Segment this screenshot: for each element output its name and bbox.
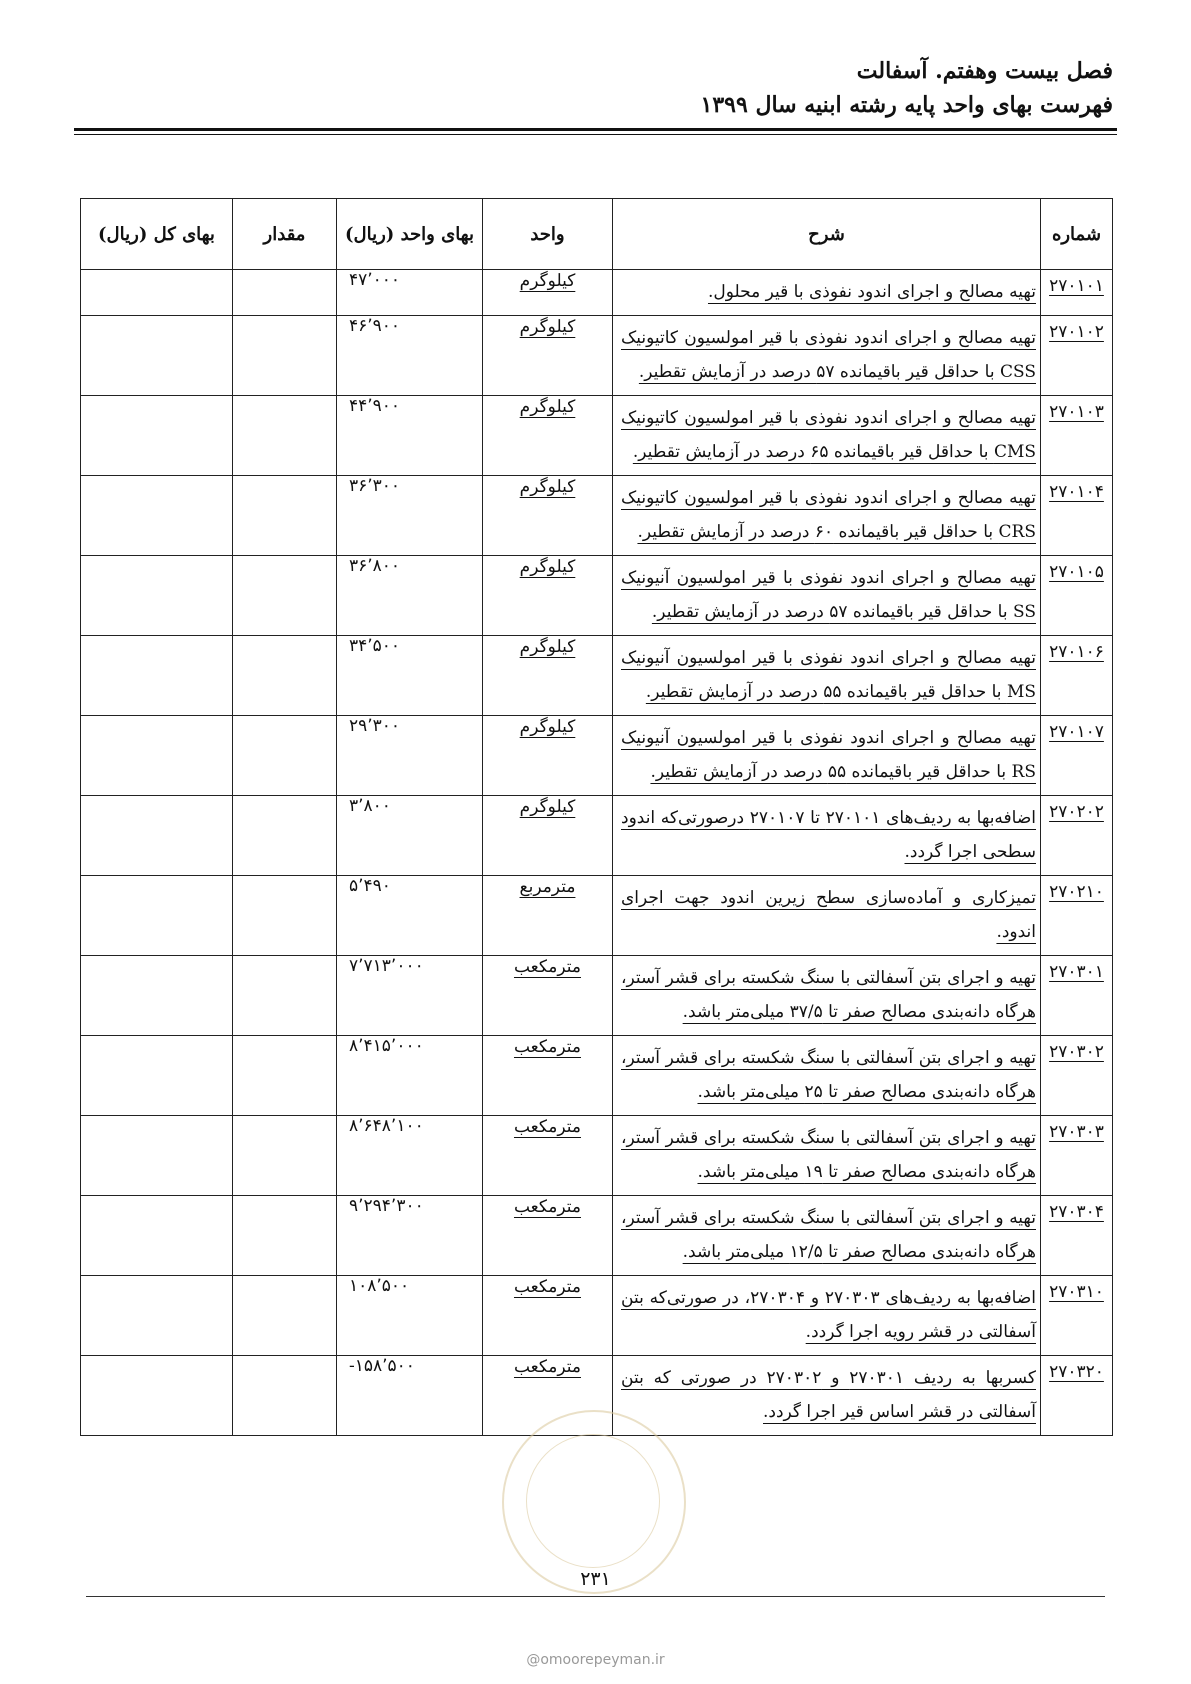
row-unit-price [337, 476, 483, 556]
row-unit-text: کیلوگرم [519, 637, 576, 657]
row-unit-price [337, 556, 483, 636]
row-unit [483, 476, 613, 556]
row-description [613, 1116, 1041, 1196]
row-description-text: تهیه و اجرای بتن آسفالتی با سنگ شکسته برای قشر آستر، هرگاه دانه‌بندی مصالح صفر تا ۲۵ میلی‌متر باشد. [621, 1048, 1036, 1102]
row-unit-text: کیلوگرم [519, 477, 576, 497]
row-unit-price [337, 876, 483, 956]
row-number [1041, 396, 1113, 476]
row-description [613, 270, 1041, 316]
row-unit-text: مترمکعب [513, 1117, 581, 1137]
row-total-price [81, 716, 233, 796]
row-quantity [233, 636, 337, 716]
document-subtitle: فهرست بهای واحد پایه رشته ابنیه سال ۱۳۹۹ [700, 92, 1113, 118]
row-number [1041, 636, 1113, 716]
row-description [613, 716, 1041, 796]
row-unit [483, 316, 613, 396]
row-unit [483, 956, 613, 1036]
row-number-text: ۲۷۰۱۰۷ [1049, 722, 1104, 742]
table-row [81, 1036, 1113, 1116]
row-description [613, 556, 1041, 636]
row-number [1041, 1276, 1113, 1356]
row-unit-price-text: ۸٬۶۴۸٬۱۰۰ [349, 1116, 424, 1136]
row-quantity [233, 396, 337, 476]
row-number-text: ۲۷۰۱۰۳ [1049, 402, 1104, 422]
site-watermark: @omoorepeyman.ir [526, 1652, 665, 1668]
row-number [1041, 476, 1113, 556]
row-description-text: تهیه و اجرای بتن آسفالتی با سنگ شکسته برای قشر آستر، هرگاه دانه‌بندی مصالح صفر تا ۱۹ میلی‌متر باشد. [621, 1128, 1036, 1182]
row-unit-text: کیلوگرم [519, 397, 576, 417]
row-description-text: تهیه مصالح و اجرای اندود نفوذی با قیر امولسیون کاتیونیک CSS با حداقل قیر باقیمانده ۵۷ درصد در آزمایش تقطیر. [621, 328, 1036, 382]
row-unit-text: مترمکعب [513, 1037, 581, 1057]
row-unit-price-text: ۲۹٬۳۰۰ [349, 716, 401, 736]
row-unit-price [337, 1356, 483, 1436]
table-row [81, 636, 1113, 716]
row-number [1041, 1196, 1113, 1276]
row-total-price [81, 556, 233, 636]
table-row [81, 796, 1113, 876]
row-unit [483, 1116, 613, 1196]
row-unit-text: مترمکعب [513, 1357, 581, 1377]
row-unit [483, 270, 613, 316]
row-unit [483, 1036, 613, 1116]
row-number [1041, 956, 1113, 1036]
row-description [613, 876, 1041, 956]
row-quantity [233, 1276, 337, 1356]
row-number [1041, 1116, 1113, 1196]
column-header-number: شماره [1041, 199, 1113, 270]
row-unit-price-text: ۸٬۴۱۵٬۰۰۰ [349, 1036, 424, 1056]
table-row [81, 1116, 1113, 1196]
price-list-table [80, 198, 1113, 1436]
row-number-text: ۲۷۰۱۰۵ [1049, 562, 1104, 582]
row-number-text: ۲۷۰۱۰۱ [1049, 276, 1104, 296]
row-description [613, 1036, 1041, 1116]
row-total-price [81, 316, 233, 396]
row-unit-price-text: ۵٬۴۹۰ [349, 876, 391, 896]
table-row [81, 396, 1113, 476]
row-quantity [233, 270, 337, 316]
table-row [81, 270, 1113, 316]
row-unit-text: مترمکعب [513, 957, 581, 977]
row-description-text: تمیزکاری و آماده‌سازی سطح زیرین اندود جهت اجرای اندود. [621, 888, 1036, 942]
row-number-text: ۲۷۰۱۰۲ [1049, 322, 1104, 342]
row-total-price [81, 876, 233, 956]
row-unit-price [337, 270, 483, 316]
row-description [613, 796, 1041, 876]
row-description-text: تهیه مصالح و اجرای اندود نفوذی با قیر امولسیون کاتیونیک CMS با حداقل قیر باقیمانده ۶۵ درصد در آزمایش تقطیر. [621, 408, 1036, 462]
row-total-price [81, 636, 233, 716]
table-row [81, 1196, 1113, 1276]
row-number [1041, 1356, 1113, 1436]
header-rule-thick [74, 128, 1117, 131]
row-quantity [233, 1196, 337, 1276]
table-row [81, 956, 1113, 1036]
row-number [1041, 1036, 1113, 1116]
row-description-text: تهیه مصالح و اجرای اندود نفوذی با قیر امولسیون آنیونیک RS با حداقل قیر باقیمانده ۵۵ درصد در آزمایش تقطیر. [621, 728, 1036, 782]
row-unit [483, 556, 613, 636]
row-unit-price-text: ۴۴٬۹۰۰ [349, 396, 401, 416]
row-unit-price [337, 316, 483, 396]
row-description-text: تهیه و اجرای بتن آسفالتی با سنگ شکسته برای قشر آستر، هرگاه دانه‌بندی مصالح صفر تا ۱۲/۵ میلی‌متر باشد. [621, 1208, 1036, 1262]
row-number-text: ۲۷۰۳۰۲ [1049, 1042, 1104, 1062]
row-description [613, 1276, 1041, 1356]
row-quantity [233, 1356, 337, 1436]
row-unit [483, 796, 613, 876]
row-total-price [81, 796, 233, 876]
table-row [81, 476, 1113, 556]
row-quantity [233, 876, 337, 956]
row-unit-price [337, 956, 483, 1036]
footer-rule [86, 1596, 1105, 1597]
column-header-quantity: مقدار [233, 199, 337, 270]
row-unit-price-text: ۱۰۸٬۵۰۰ [349, 1276, 410, 1296]
row-description-text: تهیه مصالح و اجرای اندود نفوذی با قیر امولسیون آنیونیک SS با حداقل قیر باقیمانده ۵۷ درصد در آزمایش تقطیر. [621, 568, 1036, 622]
row-number-text: ۲۷۰۳۱۰ [1049, 1282, 1104, 1302]
row-unit-price-text: ۴۶٬۹۰۰ [349, 316, 401, 336]
row-description-text: تهیه مصالح و اجرای اندود نفوذی با قیر محلول. [707, 282, 1036, 302]
row-quantity [233, 956, 337, 1036]
row-unit-price-text: ۴۷٬۰۰۰ [349, 270, 401, 290]
row-total-price [81, 1356, 233, 1436]
row-description [613, 476, 1041, 556]
row-number [1041, 270, 1113, 316]
row-unit [483, 716, 613, 796]
row-number-text: ۲۷۰۱۰۴ [1049, 482, 1104, 502]
row-description [613, 1196, 1041, 1276]
row-unit-price [337, 636, 483, 716]
row-total-price [81, 270, 233, 316]
row-unit-price-text: ۳۶٬۳۰۰ [349, 476, 401, 496]
row-description [613, 636, 1041, 716]
row-number-text: ۲۷۰۱۰۶ [1049, 642, 1104, 662]
row-total-price [81, 1276, 233, 1356]
row-unit-text: کیلوگرم [519, 557, 576, 577]
row-number [1041, 876, 1113, 956]
row-unit-price [337, 796, 483, 876]
row-unit [483, 396, 613, 476]
row-number [1041, 716, 1113, 796]
row-unit-price [337, 1116, 483, 1196]
row-unit-price-text: ۳٬۸۰۰ [349, 796, 391, 816]
table-row [81, 876, 1113, 956]
row-number [1041, 316, 1113, 396]
chapter-title: فصل بیست وهفتم. آسفالت [856, 58, 1113, 84]
row-description-text: تهیه و اجرای بتن آسفالتی با سنگ شکسته برای قشر آستر، هرگاه دانه‌بندی مصالح صفر تا ۳۷/۵ میلی‌متر باشد. [621, 968, 1036, 1022]
row-quantity [233, 556, 337, 636]
table-row [81, 716, 1113, 796]
row-number [1041, 796, 1113, 876]
row-unit-text: کیلوگرم [519, 317, 576, 337]
row-unit-price [337, 1196, 483, 1276]
row-unit-price-text: ۹٬۲۹۴٬۳۰۰ [349, 1196, 424, 1216]
row-unit [483, 876, 613, 956]
row-number-text: ۲۷۰۲۰۲ [1049, 802, 1104, 822]
seal-watermark [502, 1410, 686, 1594]
row-description-text: کسربها به ردیف ۲۷۰۳۰۱ و ۲۷۰۳۰۲ در صورتی که بتن آسفالتی در قشر اساس قیر اجرا گردد. [621, 1368, 1036, 1422]
row-number-text: ۲۷۰۳۰۴ [1049, 1202, 1104, 1222]
row-description [613, 1356, 1041, 1436]
row-description-text: اضافه‌بها به ردیف‌های ۲۷۰۱۰۱ تا ۲۷۰۱۰۷ درصورتی‌که اندود سطحی اجرا گردد. [621, 808, 1037, 862]
row-unit-text: کیلوگرم [519, 797, 576, 817]
row-quantity [233, 316, 337, 396]
row-description [613, 956, 1041, 1036]
row-quantity [233, 476, 337, 556]
column-header-unit: واحد [483, 199, 613, 270]
row-number-text: ۲۷۰۳۰۱ [1049, 962, 1104, 982]
row-description [613, 396, 1041, 476]
row-number [1041, 556, 1113, 636]
table-row [81, 1276, 1113, 1356]
row-description-text: اضافه‌بها به ردیف‌های ۲۷۰۳۰۳ و ۲۷۰۳۰۴، در صورتی‌که بتن آسفالتی در قشر رویه اجرا گردد. [621, 1288, 1036, 1342]
row-unit [483, 636, 613, 716]
row-total-price [81, 476, 233, 556]
row-unit-price [337, 716, 483, 796]
column-header-description: شرح [613, 199, 1041, 270]
row-total-price [81, 1116, 233, 1196]
table-row [81, 556, 1113, 636]
row-unit-text: کیلوگرم [519, 271, 576, 291]
row-unit-text: مترمکعب [513, 1197, 581, 1217]
row-unit-price-text: -۱۵۸٬۵۰۰ [349, 1356, 415, 1376]
column-header-unit-price: بهای واحد (ریال) [337, 199, 483, 270]
row-total-price [81, 396, 233, 476]
row-total-price [81, 1196, 233, 1276]
row-unit-price [337, 1276, 483, 1356]
row-unit-price-text: ۳۶٬۸۰۰ [349, 556, 401, 576]
row-number-text: ۲۷۰۳۲۰ [1049, 1362, 1104, 1382]
table-row [81, 316, 1113, 396]
row-unit-text: کیلوگرم [519, 717, 576, 737]
header-rule-thin [74, 134, 1117, 135]
row-unit-text: مترمربع [519, 877, 576, 897]
table-header-row [81, 199, 1113, 270]
row-unit [483, 1276, 613, 1356]
row-unit [483, 1196, 613, 1276]
row-total-price [81, 956, 233, 1036]
row-description-text: تهیه مصالح و اجرای اندود نفوذی با قیر امولسیون آنیونیک MS با حداقل قیر باقیمانده ۵۵ درصد در آزمایش تقطیر. [621, 648, 1036, 702]
row-quantity [233, 1036, 337, 1116]
row-description [613, 316, 1041, 396]
row-unit-price-text: ۳۴٬۵۰۰ [349, 636, 401, 656]
page-number: ۲۳۱ [580, 1568, 611, 1590]
row-quantity [233, 796, 337, 876]
row-description-text: تهیه مصالح و اجرای اندود نفوذی با قیر امولسیون کاتیونیک CRS با حداقل قیر باقیمانده ۶۰ درصد در آزمایش تقطیر. [621, 488, 1036, 542]
row-unit-price [337, 1036, 483, 1116]
row-quantity [233, 716, 337, 796]
row-total-price [81, 1036, 233, 1116]
row-quantity [233, 1116, 337, 1196]
column-header-total-price: بهای کل (ریال) [81, 199, 233, 270]
row-unit-text: مترمکعب [513, 1277, 581, 1297]
row-number-text: ۲۷۰۳۰۳ [1049, 1122, 1104, 1142]
page-header [701, 54, 1113, 122]
row-unit-price [337, 396, 483, 476]
row-unit-price-text: ۷٬۷۱۳٬۰۰۰ [349, 956, 424, 976]
row-number-text: ۲۷۰۲۱۰ [1049, 882, 1104, 902]
